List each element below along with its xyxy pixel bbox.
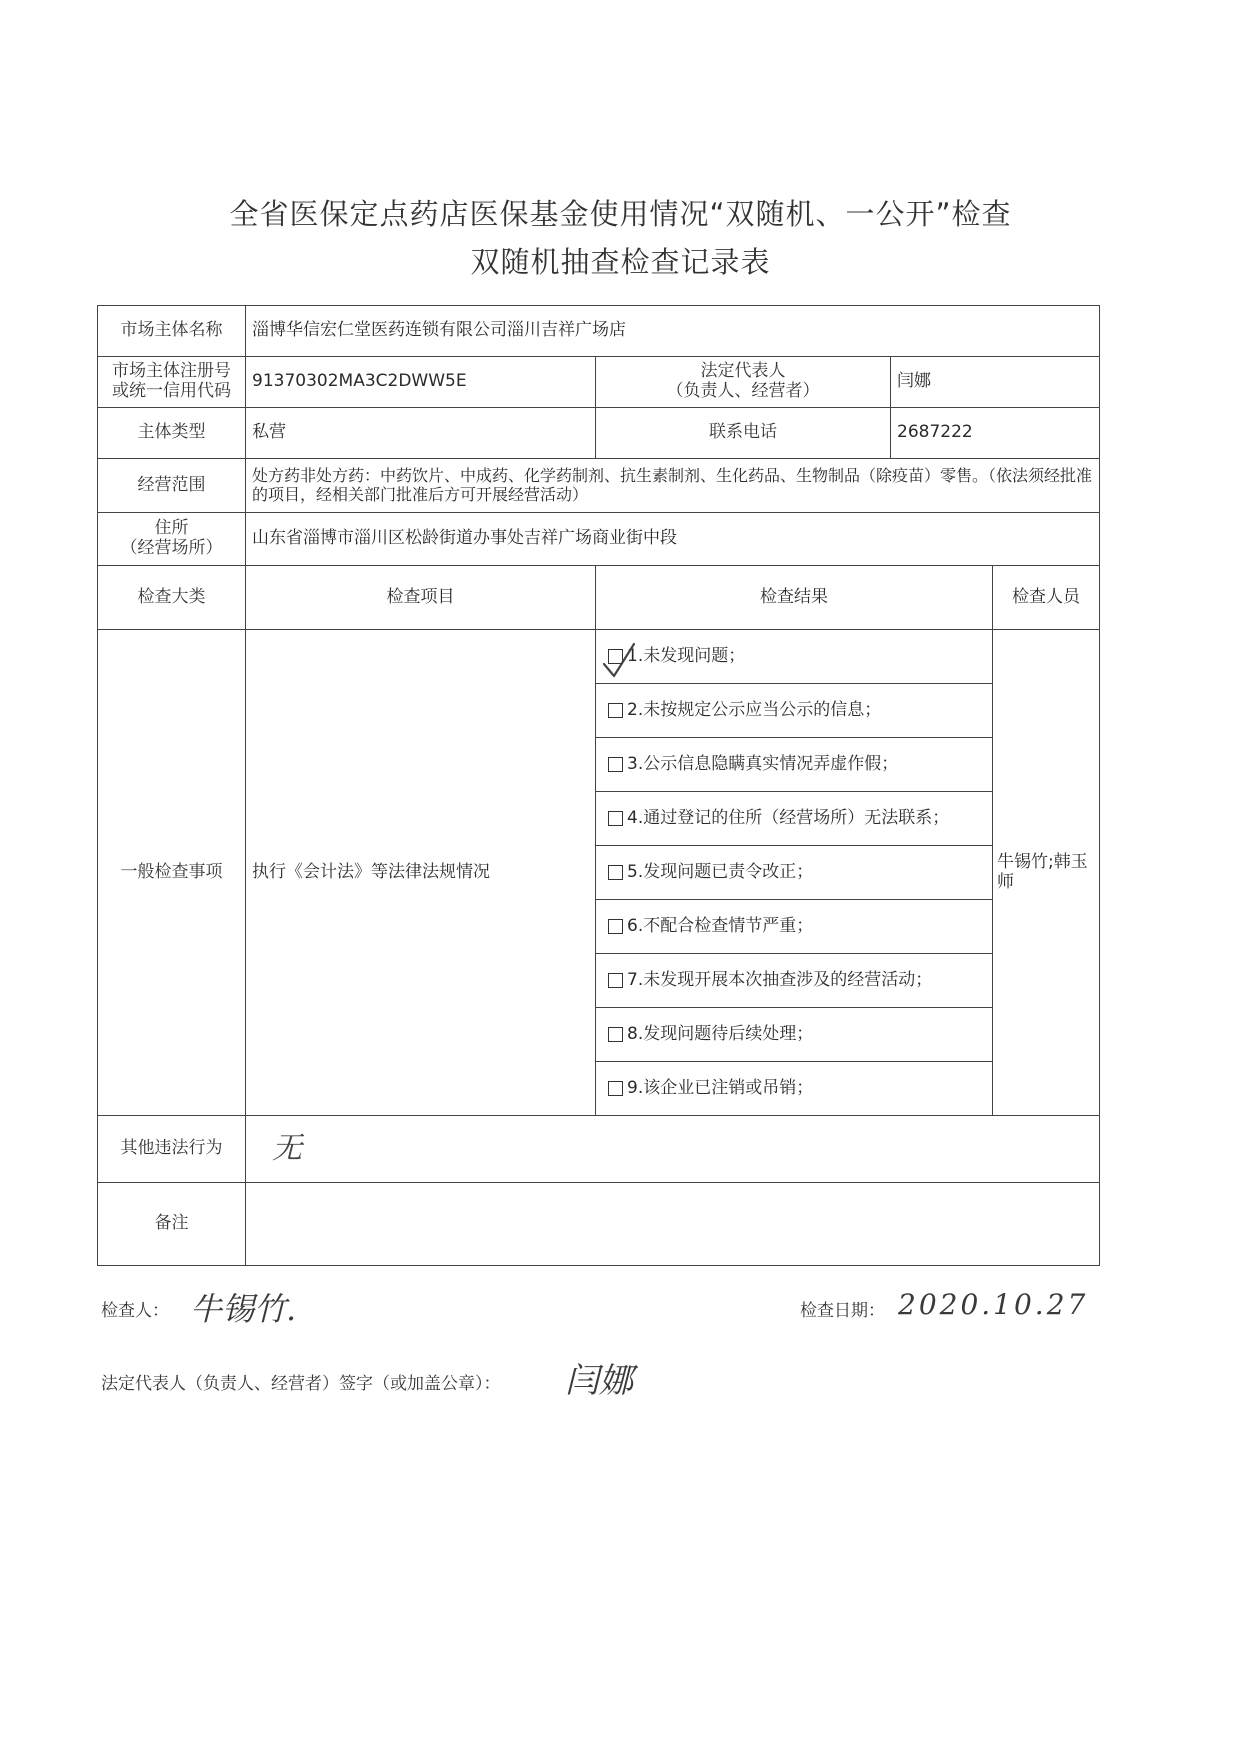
inspection-date-label: 检查日期： (800, 1301, 885, 1321)
result-option-label: 6.不配合检查情节严重； (627, 915, 814, 936)
checkmark-icon (600, 640, 640, 680)
phone-value: 2687222 (891, 408, 1100, 459)
result-option-9 (596, 1062, 992, 1115)
entity-type-label: 主体类型 (98, 408, 246, 459)
result-option-label: 7.未发现开展本次抽查涉及的经营活动； (627, 969, 933, 990)
result-option-2 (596, 684, 992, 738)
registration-label-line1: 市场主体注册号 (112, 361, 231, 382)
inspection-record-table (97, 305, 1100, 1266)
check-category: 一般检查事项 (98, 630, 246, 1116)
check-item: 执行《会计法》等法律法规情况 (246, 630, 596, 1116)
result-option-label: 9.该企业已注销或吊销； (627, 1077, 814, 1098)
header-category: 检查大类 (98, 566, 246, 630)
remark-label: 备注 (98, 1183, 246, 1266)
checkbox-icon (608, 1027, 623, 1042)
remark-value (246, 1183, 1100, 1266)
entity-name-label: 市场主体名称 (98, 306, 246, 357)
header-inspector: 检查人员 (993, 566, 1100, 630)
result-option-label: 5.发现问题已责令改正； (627, 861, 814, 882)
result-option-label: 1.未发现问题； (627, 645, 746, 666)
checkbox-icon (608, 757, 623, 772)
inspector-sign-label: 检查人： (101, 1301, 169, 1321)
checkbox-icon (608, 865, 623, 880)
row-general-check (98, 630, 1100, 1116)
checkbox-icon (608, 1081, 623, 1096)
checkbox-icon (608, 811, 623, 826)
result-option-label: 8.发现问题待后续处理； (627, 1023, 814, 1044)
checkbox-icon (608, 919, 623, 934)
address-label-line2: （经营场所） (120, 538, 223, 558)
header-item: 检查项目 (246, 566, 596, 630)
inspector-signature: 牛锡竹. (190, 1290, 297, 1328)
document-title: 全省医保定点药店医保基金使用情况“双随机、一公开”检查 (229, 197, 1012, 231)
checkbox-icon (608, 973, 623, 988)
result-option-8 (596, 1008, 992, 1062)
registration-label-line2: 或统一信用代码 (112, 381, 231, 401)
legal-rep-sign-label: 法定代表人（负责人、经营者）签字（或加盖公章）： (101, 1374, 501, 1394)
legal-rep-label-line2: （负责人、经营者） (666, 381, 820, 401)
row-remark (98, 1183, 1100, 1266)
phone-label: 联系电话 (596, 408, 891, 459)
header-result: 检查结果 (596, 566, 993, 630)
address-label (98, 513, 246, 566)
legal-rep-value: 闫娜 (891, 357, 1100, 408)
check-inspector: 牛锡竹;韩玉师 (993, 630, 1100, 1116)
entity-name-value: 淄博华信宏仁堂医药连锁有限公司淄川吉祥广场店 (246, 306, 1100, 357)
document-subtitle: 双随机抽查检查记录表 (470, 245, 771, 279)
legal-rep-label (596, 357, 891, 408)
entity-type-value: 私营 (246, 408, 596, 459)
row-business-scope (98, 459, 1100, 513)
result-option-label: 4.通过登记的住所（经营场所）无法联系； (627, 807, 950, 828)
legal-rep-label-line1: 法定代表人 (700, 361, 786, 382)
business-scope-label: 经营范围 (98, 459, 246, 513)
result-option-4 (596, 792, 992, 846)
registration-value: 91370302MA3C2DWW5E (246, 357, 596, 408)
row-address (98, 513, 1100, 566)
result-option-label: 3.公示信息隐瞒真实情况弄虚作假； (627, 753, 899, 774)
row-entity-name (98, 306, 1100, 357)
result-option-7 (596, 954, 992, 1008)
address-value: 山东省淄博市淄川区松龄街道办事处吉祥广场商业街中段 (246, 513, 1100, 566)
result-option-5 (596, 846, 992, 900)
results-list (596, 630, 992, 1115)
registration-label (98, 357, 246, 408)
checkbox-icon (608, 703, 623, 718)
check-results (596, 630, 993, 1116)
result-option-3 (596, 738, 992, 792)
row-entity-type (98, 408, 1100, 459)
legal-rep-signature: 闫娜 (565, 1361, 633, 1401)
other-violations-value: 无 (246, 1116, 1100, 1183)
row-registration (98, 357, 1100, 408)
result-option-label: 2.未按规定公示应当公示的信息； (627, 699, 882, 720)
result-option-1 (596, 630, 992, 684)
business-scope-value: 处方药非处方药：中药饮片、中成药、化学药制剂、抗生素制剂、生化药品、生物制品（除疫苗）零售。（依法须经批准的项目，经相关部门批准后方可开展经营活动） (246, 459, 1100, 513)
inspection-date-value: 2020.10.27 (898, 1288, 1089, 1321)
other-violations-label: 其他违法行为 (98, 1116, 246, 1183)
result-option-6 (596, 900, 992, 954)
row-other-violations (98, 1116, 1100, 1183)
row-column-headers (98, 566, 1100, 630)
address-label-line1: 住所 (154, 518, 189, 539)
